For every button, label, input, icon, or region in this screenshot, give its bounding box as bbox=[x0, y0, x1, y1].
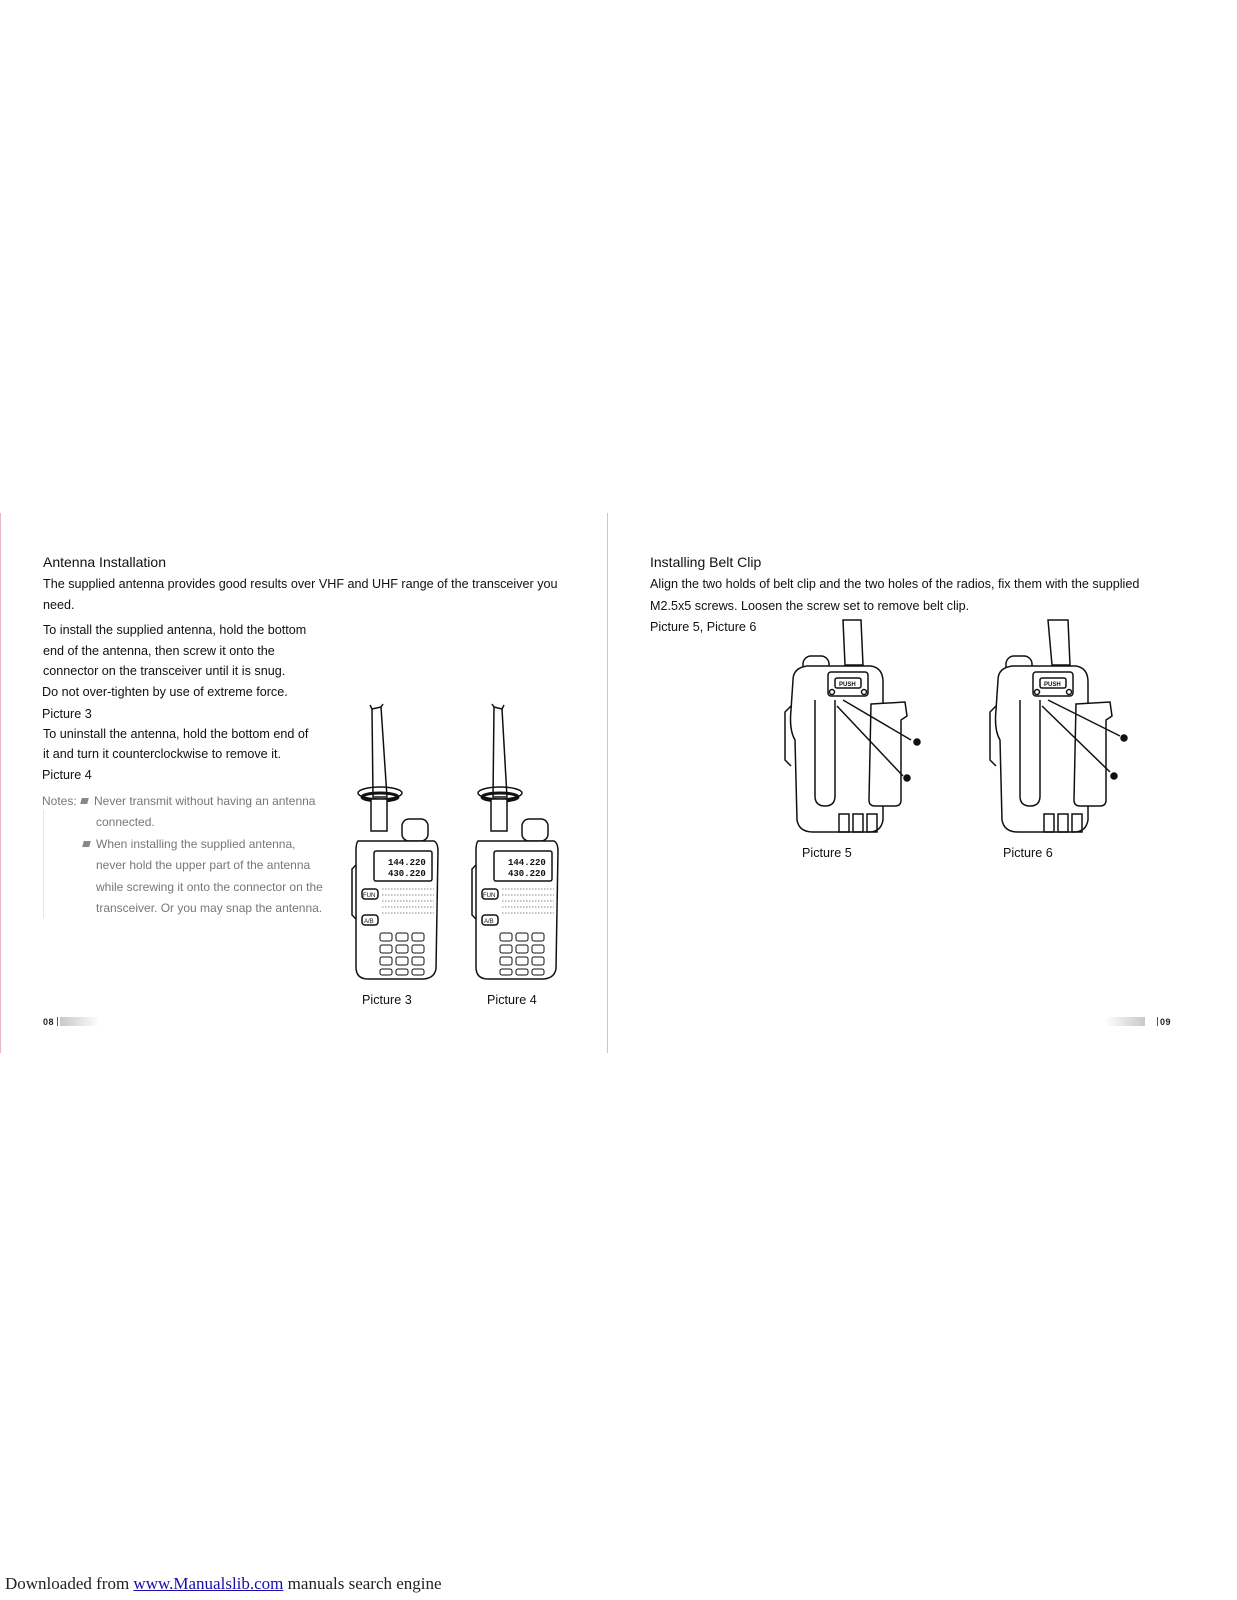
radio-fun-key: FUN bbox=[363, 893, 376, 899]
radio-ab-key: A/B bbox=[364, 919, 374, 925]
picture-4-caption: Picture 4 bbox=[487, 993, 537, 1007]
instruction-line-6: To uninstall the antenna, hold the bottom end of bbox=[43, 727, 309, 741]
note-2-line-4: transceiver. Or you may snap the antenna. bbox=[96, 901, 323, 915]
radio-display-line-2: 430.220 bbox=[508, 869, 546, 879]
picture-6-caption: Picture 6 bbox=[1003, 846, 1053, 860]
picture-5-caption: Picture 5 bbox=[802, 846, 852, 860]
instruction-line-3: connector on the transceiver until it is snug. bbox=[43, 664, 286, 678]
instruction-line-4: Do not over-tighten by use of extreme force. bbox=[42, 685, 288, 699]
notes-bar bbox=[43, 810, 44, 918]
manualslib-link[interactable]: www.Manualslib.com bbox=[133, 1574, 284, 1593]
center-fold-line bbox=[607, 513, 608, 1053]
right-page-number-bar bbox=[1105, 1017, 1145, 1026]
instruction-line-7: it and turn it counterclockwise to remove it. bbox=[43, 747, 281, 761]
clip-push-label: PUSH bbox=[839, 682, 856, 688]
note-2-line-2: never hold the upper part of the antenna bbox=[96, 858, 311, 872]
note-1-line-2: connected. bbox=[96, 815, 155, 829]
picture-4-illustration bbox=[470, 705, 560, 985]
download-footer bbox=[5, 1574, 442, 1594]
notes-label: Notes: bbox=[42, 794, 77, 808]
picture-3-illustration bbox=[350, 705, 440, 985]
clip-push-label: PUSH bbox=[1044, 682, 1061, 688]
note-2-line-3: while screwing it onto the connector on the bbox=[96, 880, 323, 894]
note-1-line-1: Never transmit without having an antenna bbox=[81, 791, 315, 813]
picture-6-illustration bbox=[990, 620, 1135, 840]
radio-ab-key: A/B bbox=[484, 919, 494, 925]
belt-clip-line-1: Align the two holds of belt clip and the two holes of the radios, fix them with the supplied bbox=[650, 577, 1140, 591]
picture-3-caption: Picture 3 bbox=[362, 993, 412, 1007]
footer-suffix: manuals search engine bbox=[283, 1574, 442, 1593]
note-2-line-1: When installing the supplied antenna, bbox=[83, 834, 295, 856]
radio-fun-key: FUN bbox=[483, 893, 496, 899]
instruction-line-5: Picture 3 bbox=[42, 707, 92, 721]
radio-display-line-1: 144.220 bbox=[508, 858, 546, 868]
instruction-line-1: To install the supplied antenna, hold the bottom bbox=[43, 623, 307, 637]
radio-display-line-2: 430.220 bbox=[388, 869, 426, 879]
picture-5-illustration bbox=[783, 620, 928, 840]
radio-display-line-1: 144.220 bbox=[388, 858, 426, 868]
bullet-icon bbox=[82, 841, 91, 847]
intro-line-1: The supplied antenna provides good results over VHF and UHF range of the transceiver you bbox=[43, 577, 558, 591]
instruction-line-8: Picture 4 bbox=[42, 768, 92, 782]
left-page-number-separator bbox=[57, 1017, 58, 1026]
right-page-number: 09 bbox=[1160, 1017, 1172, 1027]
left-page-number: 08 bbox=[43, 1017, 55, 1027]
left-crop-line bbox=[0, 513, 1, 1053]
footer-prefix: Downloaded from bbox=[5, 1574, 134, 1593]
belt-clip-line-2: M2.5x5 screws. Loosen the screw set to remove belt clip. bbox=[650, 599, 970, 613]
belt-clip-line-3: Picture 5, Picture 6 bbox=[650, 620, 757, 634]
instruction-line-2: end of the antenna, then screw it onto the bbox=[43, 644, 275, 658]
right-page-title: Installing Belt Clip bbox=[650, 554, 762, 570]
left-page-title: Antenna Installation bbox=[43, 554, 166, 570]
left-page-number-bar bbox=[60, 1017, 100, 1026]
bullet-icon bbox=[80, 798, 89, 804]
intro-line-2: need. bbox=[43, 598, 75, 612]
right-page-number-separator bbox=[1157, 1017, 1158, 1026]
